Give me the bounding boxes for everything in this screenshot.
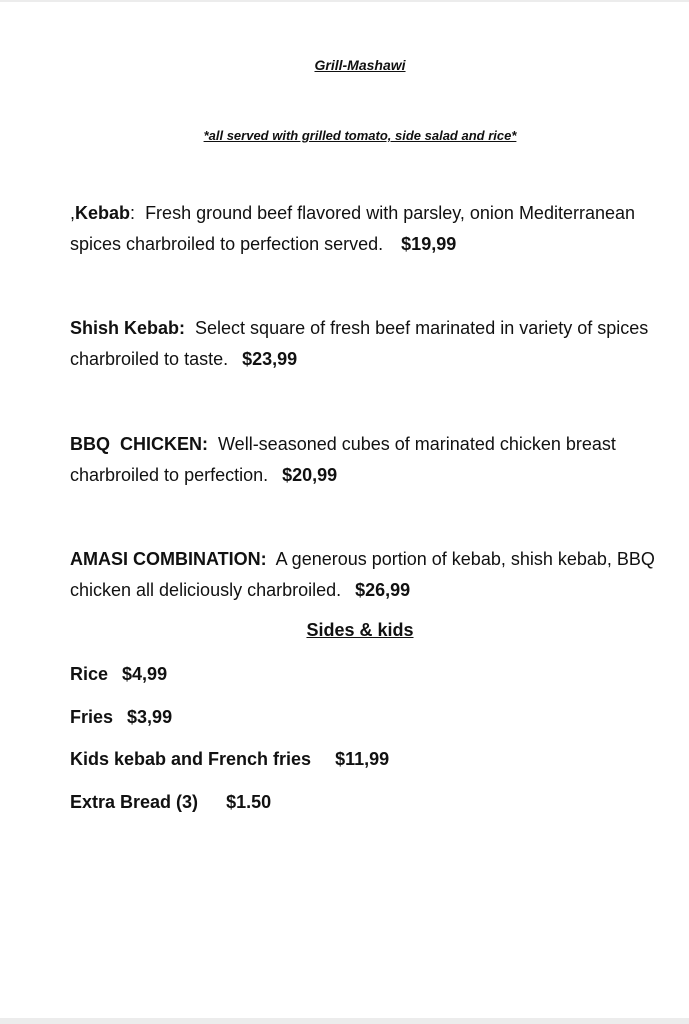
item-description: Fresh ground beef flavored with parsley, onion Mediterranean spices charbroiled to perfection served. — [70, 203, 636, 254]
side-name: Rice — [70, 664, 109, 684]
side-name: Fries — [70, 707, 114, 727]
item-name: Kebab — [75, 203, 131, 223]
item-name: Shish Kebab: — [70, 318, 186, 338]
menu-item-shish-kebab — [70, 313, 670, 375]
item-price: $19,99 — [401, 234, 457, 254]
menu-item-amasi-combination — [70, 544, 670, 606]
side-item-extra-bread — [70, 790, 271, 814]
item-price: $20,99 — [282, 465, 338, 485]
side-name: Kids kebab and French fries — [70, 749, 312, 769]
item-description: A generous portion of kebab, shish kebab, BBQ chicken all deliciously charbroiled. — [70, 549, 655, 600]
item-colon: : — [130, 203, 136, 223]
side-price: $3,99 — [127, 707, 173, 727]
item-prefix: , — [70, 203, 76, 223]
side-item-kids-kebab — [70, 747, 389, 771]
item-price: $23,99 — [242, 349, 298, 369]
side-price: $1.50 — [226, 792, 272, 812]
item-price: $26,99 — [355, 580, 411, 600]
menu-item-bbq-chicken — [70, 429, 680, 491]
side-price: $4,99 — [122, 664, 168, 684]
item-description: Select square of fresh beef marinated in variety of spices charbroiled to taste. — [70, 318, 649, 369]
item-name: BBQ CHICKEN: — [70, 434, 208, 454]
menu-title: Grill-Mashawi — [314, 57, 406, 73]
side-price: $11,99 — [335, 749, 390, 769]
side-item-rice — [70, 662, 167, 686]
menu-subtitle: *all served with grilled tomato, side salad and rice* — [203, 128, 517, 143]
menu-page — [0, 2, 689, 1018]
side-item-fries — [70, 705, 172, 729]
item-name: AMASI COMBINATION: — [70, 549, 267, 569]
sides-heading: Sides & kids — [306, 620, 414, 640]
item-description: Well-seasoned cubes of marinated chicken breast charbroiled to perfection. — [70, 434, 616, 485]
side-name: Extra Bread (3) — [70, 792, 199, 812]
menu-item-kebab — [70, 198, 670, 260]
